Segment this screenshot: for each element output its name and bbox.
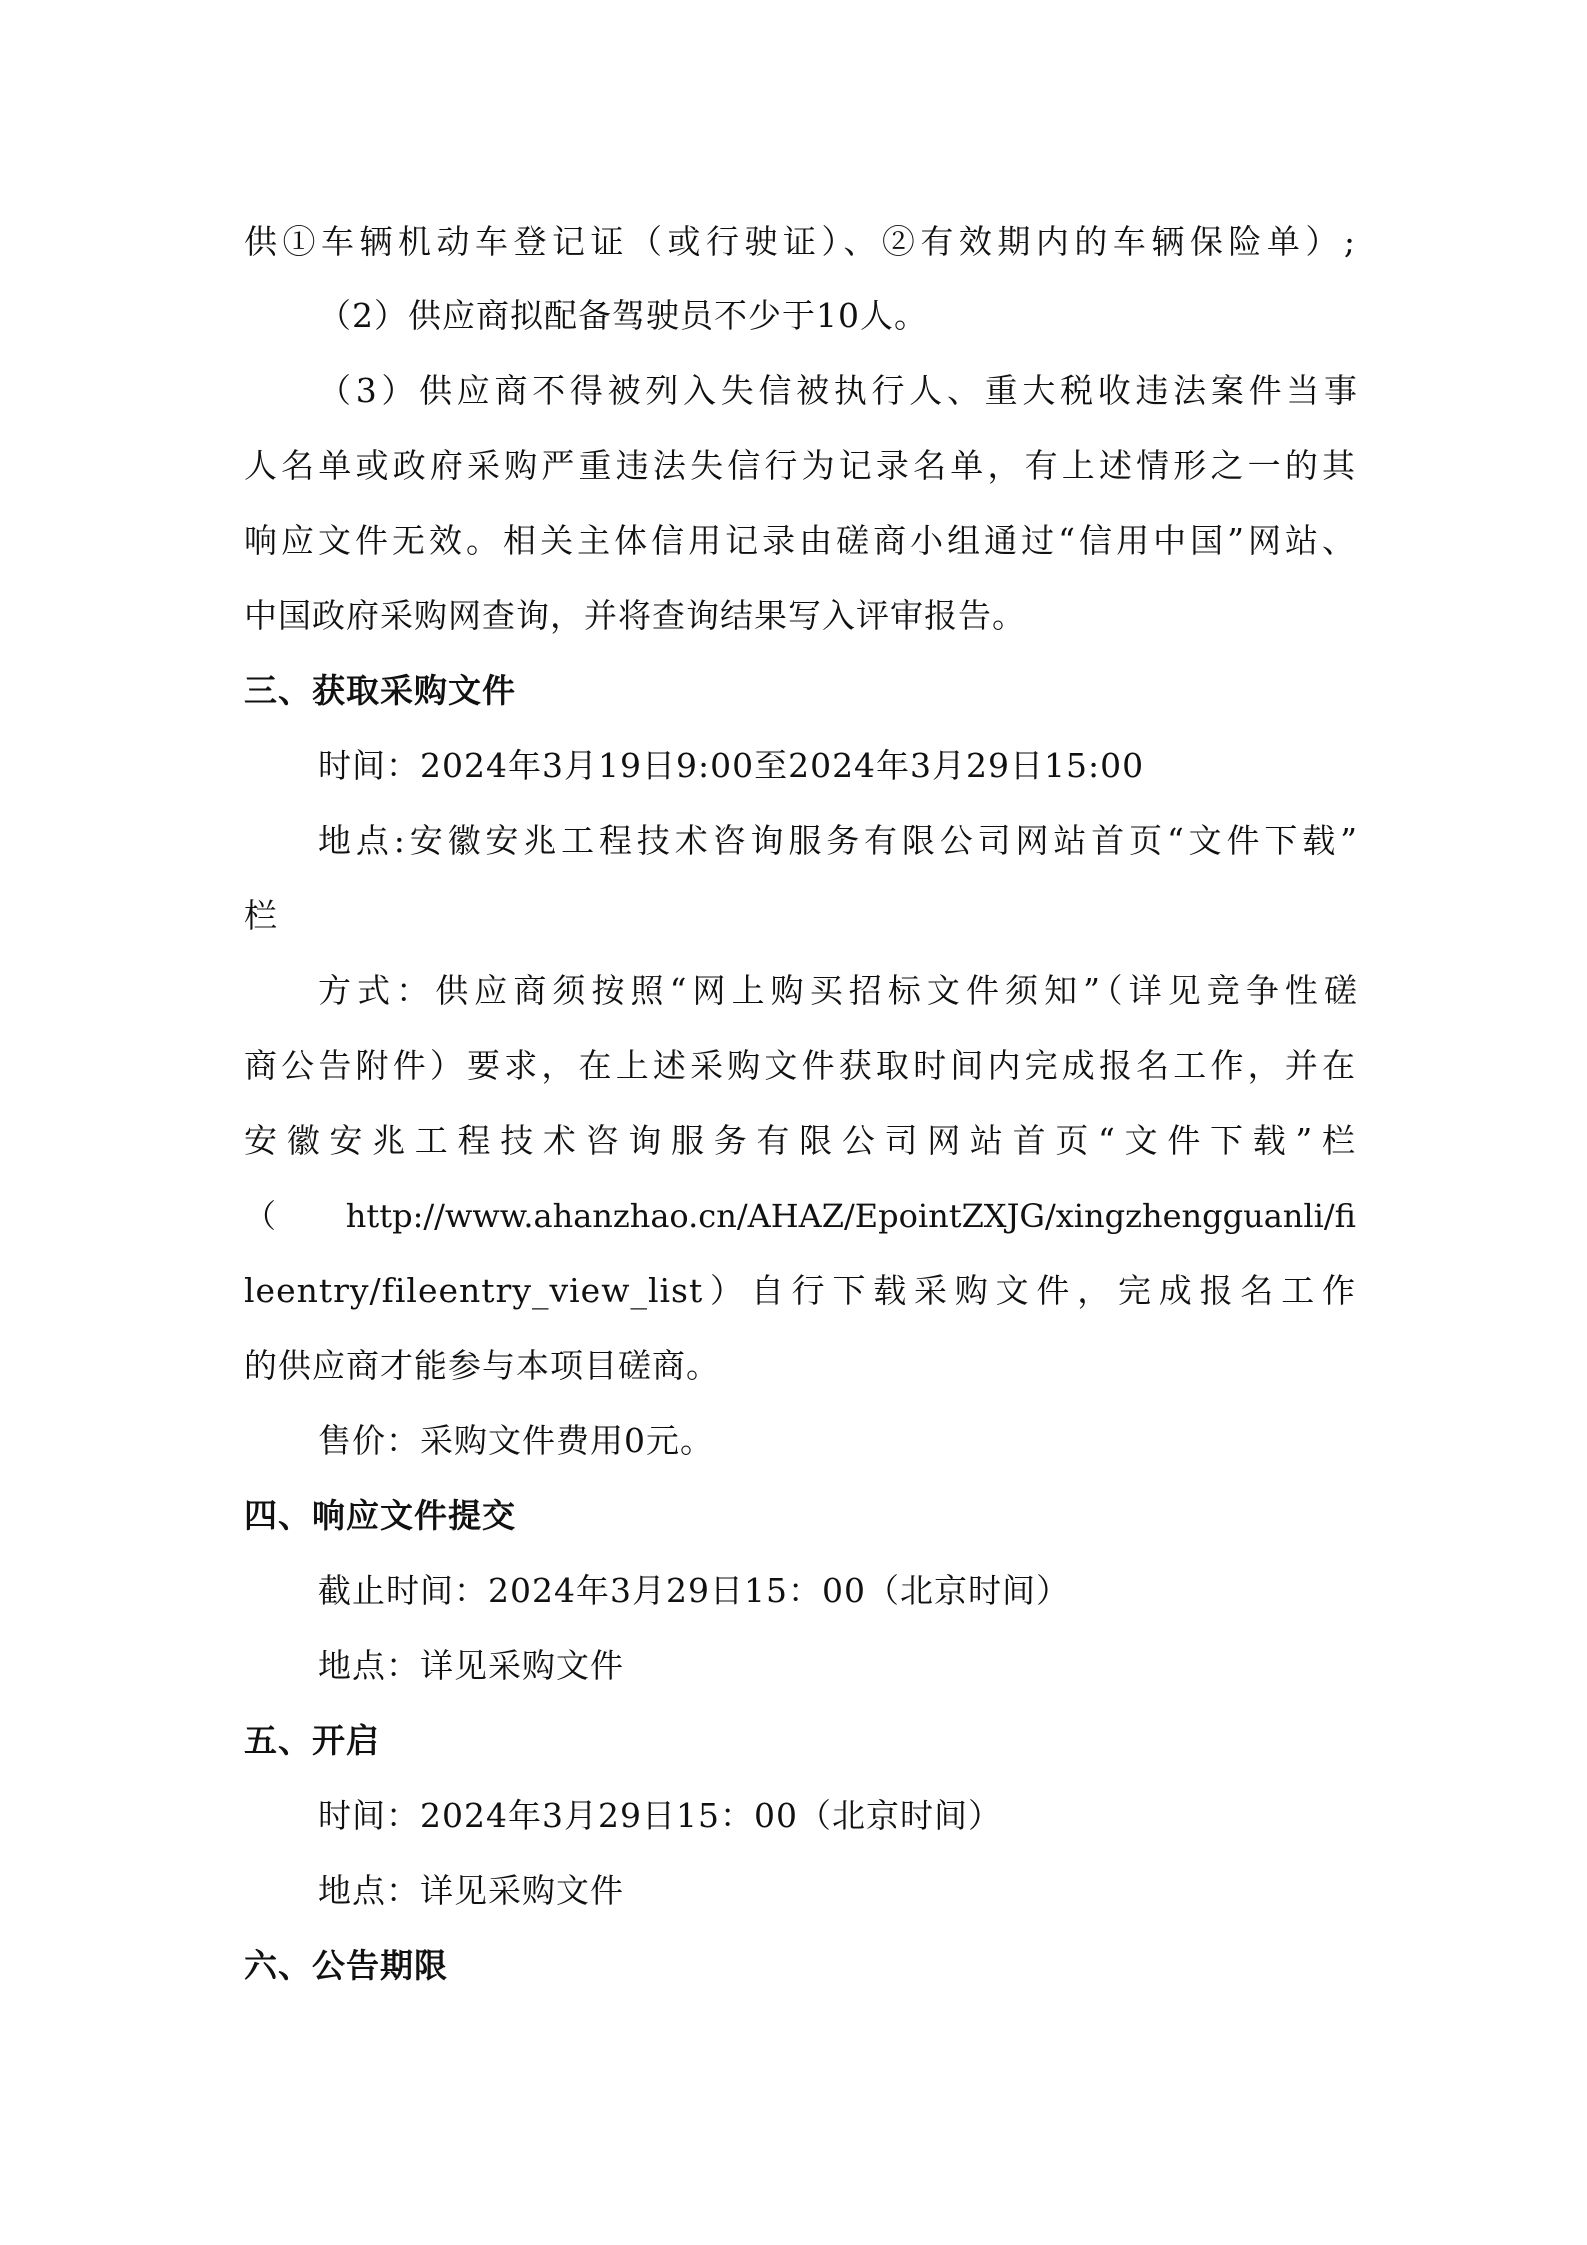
paragraph-line: 中国政府采购网查询，并将查询结果写入评审报告。 [244, 596, 1026, 635]
section-heading-4: 四、响应文件提交 [244, 1496, 516, 1535]
paragraph-line: （2）供应商拟配备驾驶员不少于10人。 [318, 296, 928, 335]
paragraph-line: 方式：供应商须按照“网上购买招标文件须知”（详见竞争性磋 [318, 971, 1358, 1010]
paragraph-line: 售价：采购文件费用0元。 [318, 1421, 714, 1460]
paragraph-line: 商公告附件）要求，在上述采购文件获取时间内完成报名工作，并在 [244, 1046, 1356, 1085]
paragraph-line: （3）供应商不得被列入失信被执行人、重大税收违法案件当事 [318, 371, 1358, 410]
paragraph-line: 时间：2024年3月19日9:00至2024年3月29日15:00 [318, 746, 1145, 785]
url-line: （http://www.ahanzhao.cn/AHAZ/EpointZXJG/xingzhengguanli/fi [244, 1197, 1356, 1235]
paragraph-line: 人名单或政府采购严重违法失信行为记录名单，有上述情形之一的其 [244, 446, 1356, 485]
paragraph-line: 地点:安徽安兆工程技术咨询服务有限公司网站首页“文件下载” [318, 821, 1358, 860]
paragraph-line: 截止时间：2024年3月29日15：00（北京时间） [318, 1571, 1070, 1610]
paragraph-line: 地点：详见采购文件 [318, 1646, 624, 1685]
section-heading-6: 六、公告期限 [244, 1946, 448, 1985]
paragraph-line: 响应文件无效。相关主体信用记录由磋商小组通过“信用中国”网站、 [244, 521, 1356, 560]
section-heading-3: 三、获取采购文件 [244, 671, 516, 710]
paragraph-line: 时间：2024年3月29日15：00（北京时间） [318, 1796, 1002, 1835]
paragraph-line: 栏 [244, 896, 278, 935]
paragraph-line: 安徽安兆工程技术咨询服务有限公司网站首页“文件下载”栏 [244, 1121, 1356, 1160]
paragraph-line: 的供应商才能参与本项目磋商。 [244, 1346, 720, 1385]
paragraph-line: 供①车辆机动车登记证（或行驶证）、②有效期内的车辆保险单）; [244, 222, 1356, 261]
paragraph-line: 地点：详见采购文件 [318, 1871, 624, 1910]
paragraph-line: leentry/fileentry_view_list）自行下载采购文件，完成报名工作 [244, 1271, 1356, 1310]
section-heading-5: 五、开启 [244, 1721, 380, 1760]
